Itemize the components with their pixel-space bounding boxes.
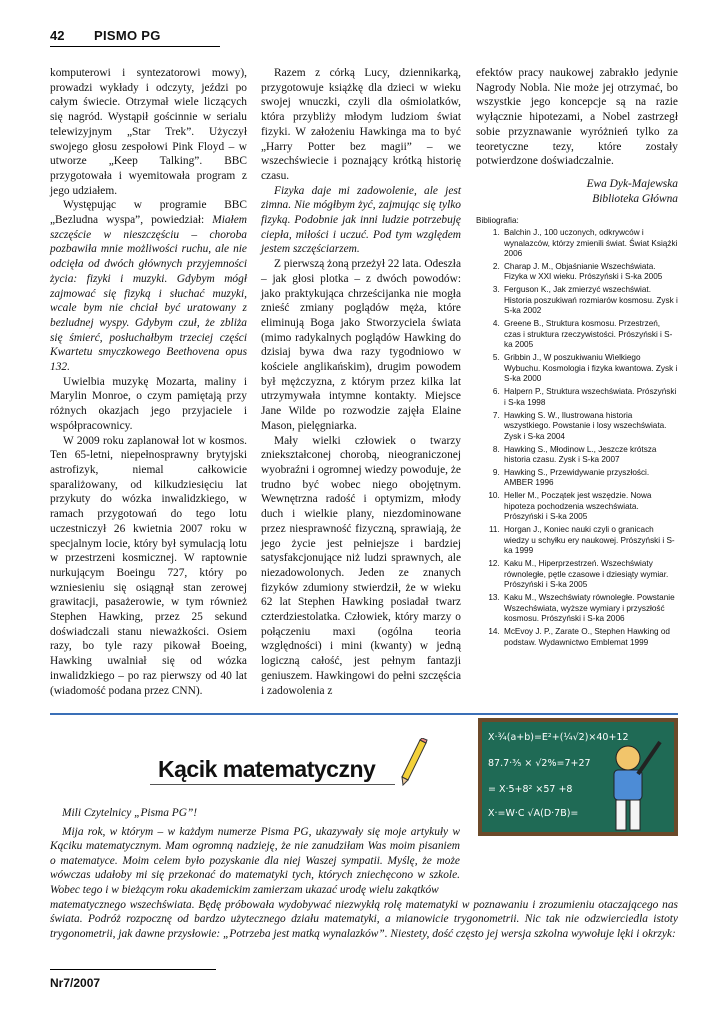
paragraph <box>50 198 247 374</box>
author-signature <box>476 177 678 206</box>
greeting: Mili Czytelnicy „Pisma PG”! <box>62 807 198 819</box>
column-3 <box>476 66 678 651</box>
bibliography-item: 13. Kaku M., Wszechświaty równoległe. Powstanie Wszechświata, wyższe wymiary i przyszłość kosmosu. Prószyński i S-ka 2006 <box>502 593 678 625</box>
board-formula: X·=W·C √A(D·7B)= <box>488 808 579 819</box>
board-formula: X·¾(a+b)=E²+(¼√2)×40+12 <box>488 732 629 743</box>
intro-paragraph-continued: matematycznego wszechświata. Będę próbowała wydobywać niezwykłą rolę matematyki w poznawaniu i zrozumieniu otaczającego nas świata. Podróż rozpocznę od bardzo użytecznego działu matematyki, a mianowicie trygonometrii. Nic tak nie odzwierciedla istoty trygonometrii, jak dawne przysłowie: „Potrzeba jest matką wynalazków”. Niestety, dość często jej wersja szkolna wywołuje lęki i okrzyk: <box>50 898 678 940</box>
bibliography-item: 1. Balchin J., 100 uczonych, odkrywców i wynalazców, którzy zmienili świat. Świat Książki 2006 <box>502 228 678 260</box>
pencil-icon <box>398 738 428 786</box>
paragraph: komputerowi i syntezatorowi mowy), prowadzi wykłady i odczyty, jeździ po całym świecie. Otrzymał wiele liczących się nagród. Wystąpił gościnnie w serialu telewizyjnym „Star Trek”. Użyczył swojego głosu zespołowi Pink Floyd – w utworze „Keep Talking”. BBC przygotowała i wyemitowała program z jego udziałem. <box>50 67 247 197</box>
page-footer <box>50 969 216 990</box>
magazine-title: PISMO PG <box>94 28 161 43</box>
paragraph: Razem z córką Lucy, dziennikarką, przygotowuje książkę dla dzieci w wieku swojej wnuczki, czyli dla ośmiolatków, która przybliży młodym ludziom świat fizyki. W założeniu Hawkinga ma to być „Harry Potter bez magii” – we wszechświecie i poznający krótką historię czasu. <box>261 67 461 182</box>
bibliography-item: 2. Charap J. M., Objaśnianie Wszechświata. Fizyka w XXI wieku. Prószyński i S-ka 2005 <box>502 262 678 283</box>
paragraph: Z pierwszą żoną przeżył 22 lata. Odeszła – jak głosi plotka – z dwóch powodów: jako praktykująca chrześcijanka nie mogła znieść zmiany poglądów męża, które eliminują Boga jako Stworzyciela świata (mimo radykalnych poglądów Hawking do dzisiaj bywa dwa razy tygodniowo w kościele anglikańskim), drugim powodem był mężczyzna, z którym przez kilka lat utrzymywała intymne kontakty. Miejsce Jane Wilde po rozwodzie zajęła Elaine Mason, pielęgniarka. <box>261 258 461 432</box>
bibliography-item: 7. Hawking S. W., Ilustrowana historia wszystkiego. Powstanie i losy wszechświata. Zysk i S-ka 2004 <box>502 411 678 443</box>
section-intro <box>50 806 678 941</box>
board-formula: = X·5+8² ×57 +8 <box>488 784 573 795</box>
page-number: 42 <box>50 28 65 43</box>
page-header <box>50 28 220 47</box>
paragraph: efektów pracy naukowej zabrakło jedynie Nagrody Nobla. Nie może jej otrzymać, bo wszystkie jego koncepcje są na razie wyłącznie hipotezami, a Nobel zastrzegł sobie przyznawanie wyróżnień tylko za teoretyczne tezy, które zostały potwierdzone doświadczalnie. <box>476 67 678 168</box>
author-affiliation: Biblioteka Główna <box>592 192 678 205</box>
bibliography-item: 5. Gribbin J., W poszukiwaniu Wielkiego Wybuchu. Kosmologia i fizyka kwantowa. Zysk i S-ka 2000 <box>502 353 678 385</box>
bibliography-item: 4. Greene B., Struktura kosmosu. Przestrzeń, czas i struktura rzeczywistości. Prószyński i S-ka 2005 <box>502 319 678 351</box>
bibliography-item: 11. Horgan J., Koniec nauki czyli o granicach wiedzy u schyłku ery naukowej. Prószyński i S-ka 1999 <box>502 525 678 557</box>
issue-number: Nr7/2007 <box>50 976 101 990</box>
bibliography-title: Bibliografia: <box>476 216 519 226</box>
bibliography-item: 3. Ferguson K., Jak zmierzyć wszechświat. Historia poszukiwań rozmiarów kosmosu. Zysk i S-ka 2002 <box>502 285 678 317</box>
bibliography <box>476 216 678 648</box>
hawking-quote: Fizyka daje mi zadowolenie, ale jest zimna. Nie mógłbym żyć, zajmując się tylko fizyką. Podobnie jak inni ludzie potrzebuję ciepła, miłości i uczuć. Pod tym względem jestem szczęściarzem. <box>261 184 461 256</box>
paragraph: Uwielbia muzykę Mozarta, maliny i Marylin Monroe, o czym pamiętają przy różnych okazjach jego przyjaciele i współpracownicy. <box>50 375 247 432</box>
bibliography-item: 9. Hawking S., Przewidywanie przyszłości. AMBER 1996 <box>502 468 678 489</box>
paragraph: W 2009 roku zaplanował lot w kosmos. Ten 65-letni, niepełnosprawny brytyjski astrofizyk, niemal całkowicie sparaliżowany, od kilkudziesięciu lat przykuty do wózka inwalidzkiego, w ramach przygotowań do tego lotu uczestniczył 26 kwietnia 2007 roku w specjalnym locie, który był symulacją lotu w przestrzeni kosmicznej. W raptownie nurkującym Boeingu 727, który po wzniesieniu się osiągnął stan zerowej grawitacji, pasażerowie, w tym również Stephen Hawking, przez 25 sekund doświadczali stanu nieważkości. Osiem razy, bo tyle razy pikował Boeing, Hawking uwalniał się od wózka inwalidzkiego – po raz pierwszy od 40 lat (wiadomość podana przez CNN). <box>50 434 247 697</box>
title-underline <box>150 784 395 785</box>
intro-paragraph: Mija rok, w którym – w każdym numerze Pisma PG, ukazywały się moje artykuły w Kąciku matematycznym. Mam ogromną nadzieję, że nie zanudziłam Was moim pisaniem o matematyce. Moim celem było pozyskanie dla niej Waszej sympatii. Myślę, że może wówczas udałoby mi się przekonać do matematyki tych, których zniechęcono w szkole. Wobec tego i w bieżącym roku akademickim zamierzam ukazać urodę wielu zakątków <box>50 825 460 896</box>
bibliography-item: 8. Hawking S., Młodinow L., Jeszcze krótsza historia czasu. Zysk i S-ka 2007 <box>502 445 678 466</box>
bibliography-item: 14. McEvoy J. P., Zarate O., Stephen Hawking od podstaw. Wydawnictwo Emblemat 1999 <box>502 627 678 648</box>
bibliography-list <box>476 228 678 648</box>
column-2 <box>261 66 461 698</box>
bibliography-item: 10. Heller M., Początek jest wszędzie. Nowa hipoteza pochodzenia wszechświata. Prószyński i S-ka 2005 <box>502 491 678 523</box>
section-title: Kącik matematyczny <box>158 756 376 782</box>
column-1 <box>50 66 247 698</box>
bibliography-item: 6. Halpern P., Struktura wszechświata. Prószyński i S-ka 1998 <box>502 387 678 408</box>
board-formula: 87.7·⅗ × √2%=7+27 <box>488 758 591 769</box>
paragraph-text: Występując w programie BBC „Bezludna wyspa”, powiedział: <box>50 199 247 227</box>
author-name: Ewa Dyk-Majewska <box>586 177 678 190</box>
bibliography-item: 12. Kaku M., Hiperprzestrzeń. Wszechświaty równoległe, pętle czasowe i dziesiąty wymiar. Prószyński i S-ka 2005 <box>502 559 678 591</box>
hawking-quote: Miałem szczęście w nieszczęściu – choroba pozbawiła mnie możliwości ruchu, ale nie odcięła od dwóch głównych przyjemności życia: fizyki i muzyki. Gdybym mógł zajmować się fizyką i słuchać muzyki, wcale bym nie chciał być uratowany z bezludnej wyspy. Gdybym czuł, że zbliża się śmierć, posłuchałbym trzeciej części Kwartetu smyczkowego Beethovena opus 132. <box>50 214 247 374</box>
section-divider <box>50 713 678 715</box>
paragraph: Mały wielki człowiek o twarzy zniekształconej chorobą, nieograniczonej wyobraźni i ogromnej wiedzy powoduje, że trudno być wobec niego obojętnym. Wewnętrzna radość i optymizm, młody duch i wielkie plany, niezdominowane przez niesprawność fizyczną, sprawiają, że jego życie jest pełniejsze i bardziej satysfakcjonujące niż ludzi sprawnych, ale niezadowolonych. Jeden ze znanych fizyków zdumiony stwierdził, że w wieku 62 lat Stephen Hawking posiadał twarz czterdziestolatka. Człowiek, który marzy o połączeniu maxi (ogólna teoria względności) i mini (kwanty) w jedną logiczną całość, jest pełnym fantazji geniuszem. Hawkingowi do pełni szczęścia i zadowolenia z <box>261 434 461 697</box>
